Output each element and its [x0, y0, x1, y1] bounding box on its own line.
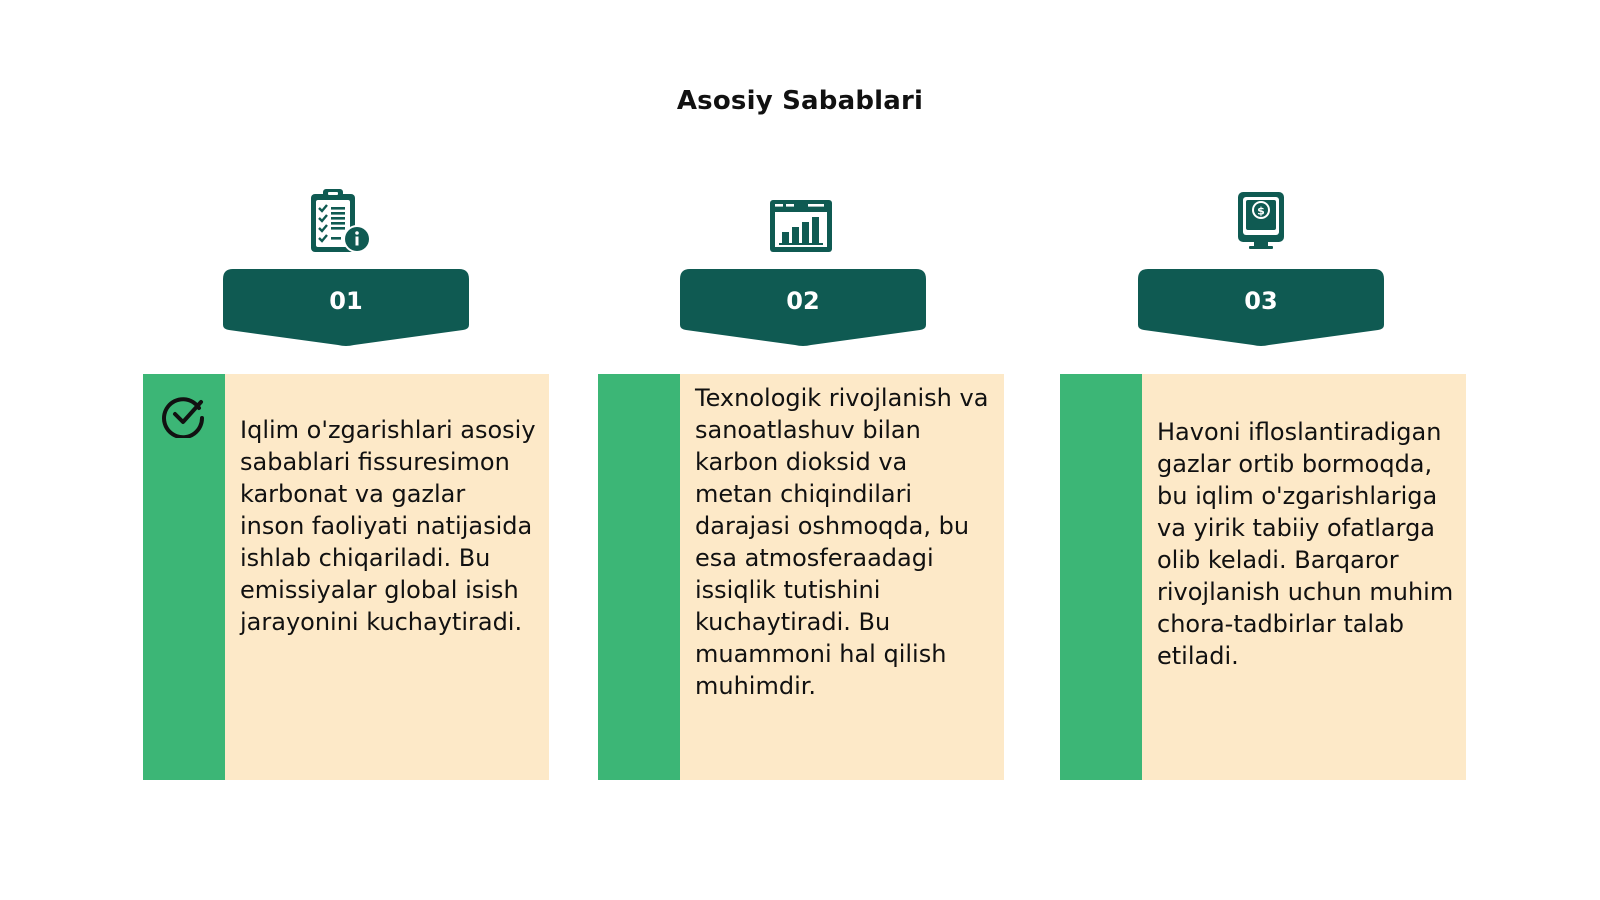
- svg-text:$: $: [1257, 204, 1265, 218]
- tab-number: 01: [329, 287, 363, 315]
- tab-number: 02: [786, 287, 820, 315]
- money-monitor-icon: [1232, 186, 1322, 266]
- slide-title: Asosiy Sabablari: [676, 86, 924, 116]
- card-3: [1060, 374, 1466, 780]
- card-stripe: [1060, 374, 1142, 780]
- tab-03: [1138, 269, 1384, 347]
- card-text: Iqlim o'zgarishlari asosiy sabablari fissuresimon karbonat va gazlar inson faoliyati natijasida ishlab chiqariladi. Bu emissiyalar global isish jarayonini kuchaytiradi.: [240, 416, 536, 636]
- card-text: Texnologik rivojlanish va sanoatlashuv bilan karbon dioksid va metan chiqindilari darajasi oshmoqda, bu esa atmosferaadagi issiqlik tutishini kuchaytiradi. Bu muammoni hal qilish muhimdir.: [695, 384, 989, 700]
- card-body: [1142, 374, 1466, 780]
- tab-number: 03: [1244, 287, 1278, 315]
- card-text: Havoni ifloslantiradigan gazlar ortib bormoqda, bu iqlim o'zgarishlariga va yirik tabiiy ofatlarga olib keladi. Barqaror rivojlanish uchun muhim chora-tadbirlar talab etiladi.: [1157, 418, 1454, 670]
